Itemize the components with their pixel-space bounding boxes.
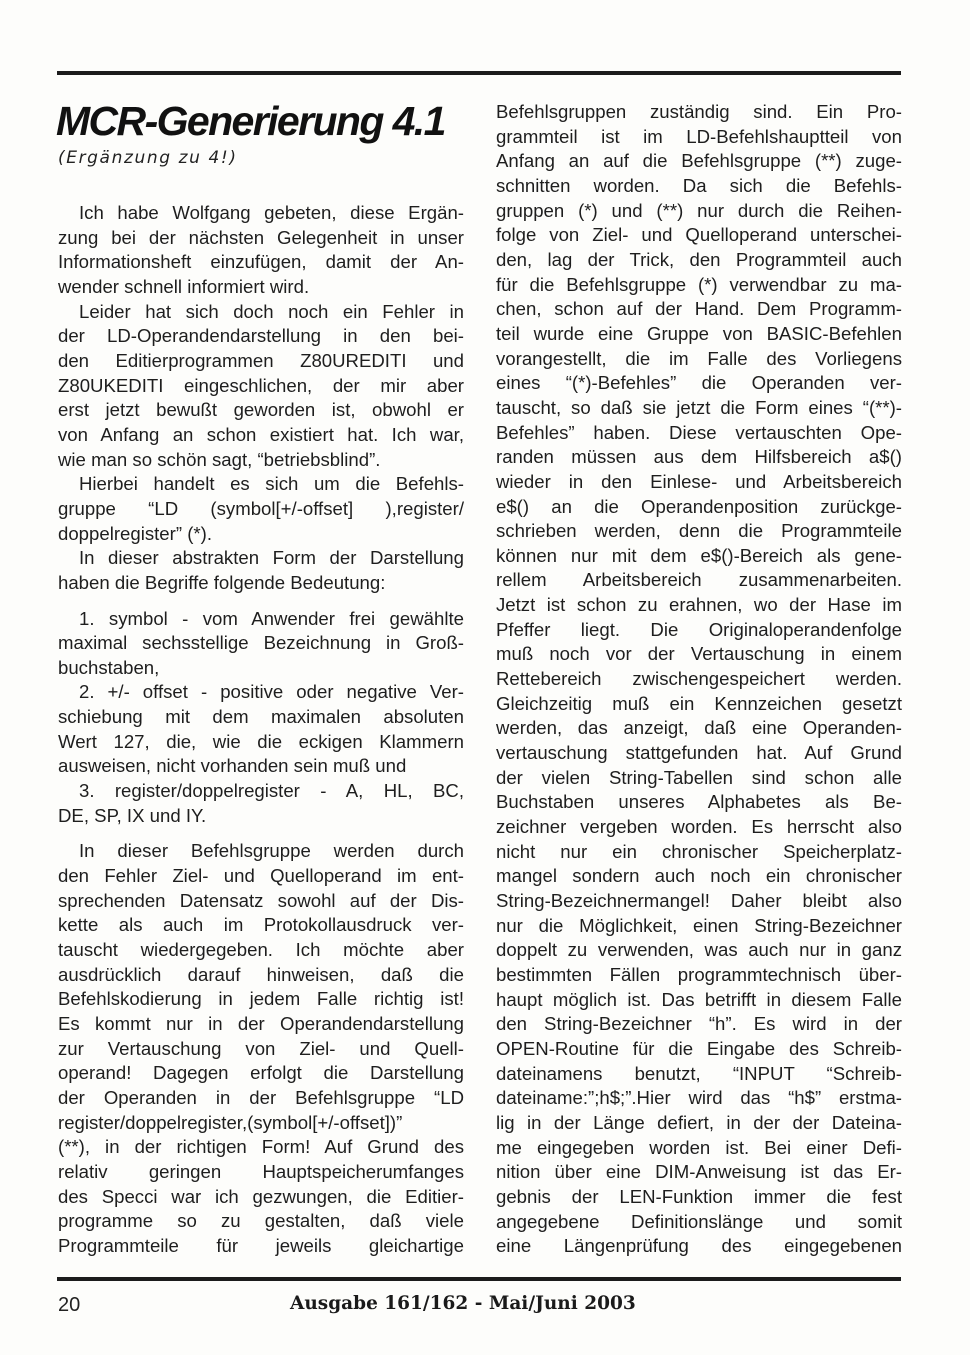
- text-line: 2. +/- offset - positive oder negative Ver-: [79, 681, 464, 703]
- text-line: OPEN-Routine für die Eingabe des Schreib-: [496, 1037, 902, 1059]
- text-line: zeichner vergeben worden. Es herrscht also: [496, 816, 902, 838]
- text-line: chen, schon auf der Hand. Dem Programm-: [496, 298, 902, 320]
- paragraph: [58, 680, 464, 779]
- text-line: werden, das anzeigt, daß eine Operanden-: [496, 717, 902, 739]
- text-line: der Operanden in der Befehlsgruppe “LD: [58, 1086, 464, 1108]
- text-line: dateiname:”;h$;”.Hier wird das “h$” erstma-: [496, 1087, 902, 1109]
- text-line: buchstaben,: [58, 656, 160, 678]
- text-line: Programmteile für jeweils gleichartige: [58, 1234, 464, 1256]
- text-line: Leider hat sich doch noch ein Fehler in: [79, 300, 464, 322]
- text-line: operand! Dagegen erfolgt die Darstellung: [58, 1062, 464, 1084]
- text-line: schrieben werden, denn die Programmteile: [496, 520, 902, 542]
- text-line: Es kommt nur in der Operandendarstellung: [58, 1013, 464, 1034]
- text-line: muß noch vor der Vertauschung in einem: [496, 643, 902, 665]
- text-line: kette als auch im Protokollausdruck ver-: [58, 914, 464, 936]
- text-line: sprechenden Datensatz sowohl auf der Dis-: [58, 889, 464, 911]
- text-line: teil wurde eine Gruppe von BASIC-Befehlen: [496, 322, 902, 344]
- text-line: bestimmten Fällen programmtechnisch über-: [496, 963, 902, 985]
- text-line: vertauschung stattgefunden hat. Auf Grund: [496, 742, 902, 764]
- text-line: Gleichzeitig muß ein Kennzeichen gesetzt: [496, 692, 902, 714]
- paragraph: [58, 300, 464, 473]
- text-line: gruppe “LD (symbol[+/-offset] ),register/: [58, 497, 464, 519]
- text-line: folge von Ziel- und Quelloperand unterschei-: [496, 224, 902, 246]
- text-line: Befehlsgruppen zuständig sind. Ein Pro-: [496, 101, 902, 122]
- text-line: des Specci war ich gezwungen, die Editier-: [58, 1185, 464, 1207]
- text-line: doppelregister” (*).: [58, 522, 212, 544]
- text-line: lig in der Länge defiert, in der der Dateina-: [496, 1111, 902, 1133]
- text-line: zur Vertauschung von Ziel- und Quell-: [58, 1037, 464, 1059]
- text-line: me eingegeben worden ist. Bei einer Defi-: [496, 1136, 902, 1158]
- text-line: den, lag der Trick, den Programmteil auch: [496, 248, 902, 270]
- text-line: zung bei der nächsten Gelegenheit in unser: [58, 226, 464, 248]
- text-line: In dieser Befehlsgruppe werden durch: [79, 840, 464, 862]
- text-line: grammteil ist im LD-Befehlshauptteil von: [496, 125, 902, 147]
- text-line: nition über eine DIM-Anweisung ist das Er-: [496, 1161, 902, 1183]
- text-line: 3. register/doppelregister - A, HL, BC,: [79, 780, 464, 802]
- text-line: wender schnell informiert wird.: [58, 275, 310, 297]
- text-line: haupt möglich ist. Das betrifft in diesem Falle: [496, 988, 902, 1010]
- text-line: vorangestellt, die im Falle des Vorliegens: [496, 347, 902, 369]
- text-line: String-Bezeichnermangel! Daher bleibt also: [496, 890, 902, 911]
- text-line: Informationsheft einzufügen, damit der An-: [58, 251, 464, 273]
- issue-info: Ausgabe 161/162 - Mai/Juni 2003: [290, 1293, 636, 1314]
- page-number: 20: [58, 1294, 81, 1316]
- text-line: tauscht wiedergegeben. Ich möchte aber: [58, 939, 464, 961]
- text-line: gebnis der LEN-Funktion immer die fest: [496, 1185, 902, 1207]
- text-line: Z80UKEDITI eingeschlichen, der mir aber: [58, 374, 464, 396]
- article-subtitle: (Ergänzung zu 4!): [58, 148, 238, 168]
- text-line: der LD-Operandendarstellung in den bei-: [58, 325, 464, 347]
- text-line: Ich habe Wolfgang gebeten, diese Ergän-: [79, 202, 464, 223]
- paragraph: [58, 607, 464, 681]
- paragraph: [58, 472, 464, 546]
- text-line: Befehlskodierung in jedem Falle richtig ist!: [58, 988, 464, 1010]
- bottom-rule: [57, 1277, 901, 1281]
- text-line: schnitten worden. Da sich die Befehls-: [496, 174, 902, 196]
- text-line: maximal sechsstellige Bezeichnung in Groß-: [58, 632, 464, 654]
- text-line: rellem Arbeitsbereich zusammenarbeiten.: [496, 569, 902, 591]
- text-line: den String-Bezeichner “h”. Es wird in der: [496, 1013, 902, 1035]
- text-line: tauscht, so daß sie jetzt die Form eines “(**)-: [496, 396, 902, 418]
- text-line: programme so zu gestalten, daß viele: [58, 1210, 464, 1232]
- text-line: für die Befehlsgruppe (*) verwendbar zu ma-: [496, 273, 902, 295]
- text-line: eines “(*)-Befehles” die Operanden ver-: [496, 372, 902, 394]
- text-line: gruppen (*) und (**) nur durch die Reihen-: [496, 199, 902, 221]
- text-line: ausweisen, nicht vorhanden sein muß und: [58, 755, 407, 777]
- text-line: register/doppelregister,(symbol[+/-offset])”: [58, 1111, 403, 1133]
- text-line: In dieser abstrakten Form der Darstellung: [79, 547, 464, 569]
- text-line: von Anfang an schon existiert hat. Ich war,: [58, 423, 464, 445]
- text-line: dateinamens benutzt, “INPUT “Schreib-: [496, 1062, 902, 1084]
- text-line: angegebene Definitionslänge und somit: [496, 1210, 902, 1232]
- text-line: der vielen String-Tabellen sind schon alle: [496, 766, 902, 788]
- text-line: Anfang an auf die Befehlsgruppe (**) zuge-: [496, 150, 902, 172]
- text-line: doppelt zu verwenden, was auch nur in ganz: [496, 939, 902, 961]
- text-line: nur die Möglichkeit, einen String-Bezeichner: [496, 914, 902, 936]
- text-line: eine Längenprüfung des eingegebenen: [496, 1235, 902, 1257]
- text-line: randen müssen aus dem Hilfsbereich a$(): [496, 446, 902, 468]
- text-line: Pfeffer liegt. Die Originaloperandenfolge: [496, 618, 902, 640]
- text-line: den Editierprogrammen Z80UREDITI und: [58, 349, 464, 371]
- text-line: schiebung mit dem maximalen absoluten: [58, 706, 464, 728]
- top-rule: [57, 71, 901, 75]
- paragraph: [58, 546, 464, 595]
- text-line: e$() an die Operandenposition zurückge-: [496, 495, 902, 517]
- text-line: DE, SP, IX und IY.: [58, 804, 207, 826]
- text-line: haben die Begriffe folgende Bedeutung:: [58, 571, 386, 593]
- right-column: [496, 100, 902, 1259]
- article-title: MCR-Generierung 4.1: [56, 98, 445, 144]
- paragraph: [58, 839, 464, 1258]
- text-line: 1. symbol - vom Anwender frei gewählte: [79, 607, 464, 629]
- text-line: ausdrücklich darauf hinweisen, daß die: [58, 963, 464, 985]
- text-line: Hierbei handelt es sich um die Befehls-: [79, 473, 464, 495]
- text-line: Buchstaben unseres Alphabetes als Be-: [496, 791, 902, 813]
- text-line: mangel sondern auch noch ein chronischer: [496, 865, 902, 887]
- text-line: Rettebereich zwischengespeichert werden.: [496, 668, 902, 690]
- text-line: erst jetzt bewußt geworden ist, obwohl er: [58, 399, 464, 421]
- text-line: relativ geringen Hauptspeicherumfanges: [58, 1160, 464, 1182]
- text-line: wieder in den Einlese- und Arbeitsbereich: [496, 470, 902, 492]
- paragraph: [58, 201, 464, 300]
- text-line: den Fehler Ziel- und Quelloperand im ent-: [58, 865, 464, 887]
- left-column: [58, 201, 464, 1259]
- text-line: Jetzt ist schon zu erahnen, wo der Hase im: [496, 594, 902, 616]
- text-line: Befehles” haben. Diese vertauschten Ope-: [496, 421, 902, 443]
- text-line: (**), in der richtigen Form! Auf Grund des: [58, 1136, 464, 1158]
- text-line: nicht nur ein chronischer Speicherplatz-: [496, 840, 902, 862]
- paragraph: [58, 779, 464, 828]
- text-line: Wert 127, die, wie die eckigen Klammern: [58, 730, 464, 752]
- text-line: wie man so schön sagt, “betriebsblind”.: [58, 448, 381, 470]
- text-line: können nur mit dem e$()-Bereich als gene-: [496, 544, 902, 566]
